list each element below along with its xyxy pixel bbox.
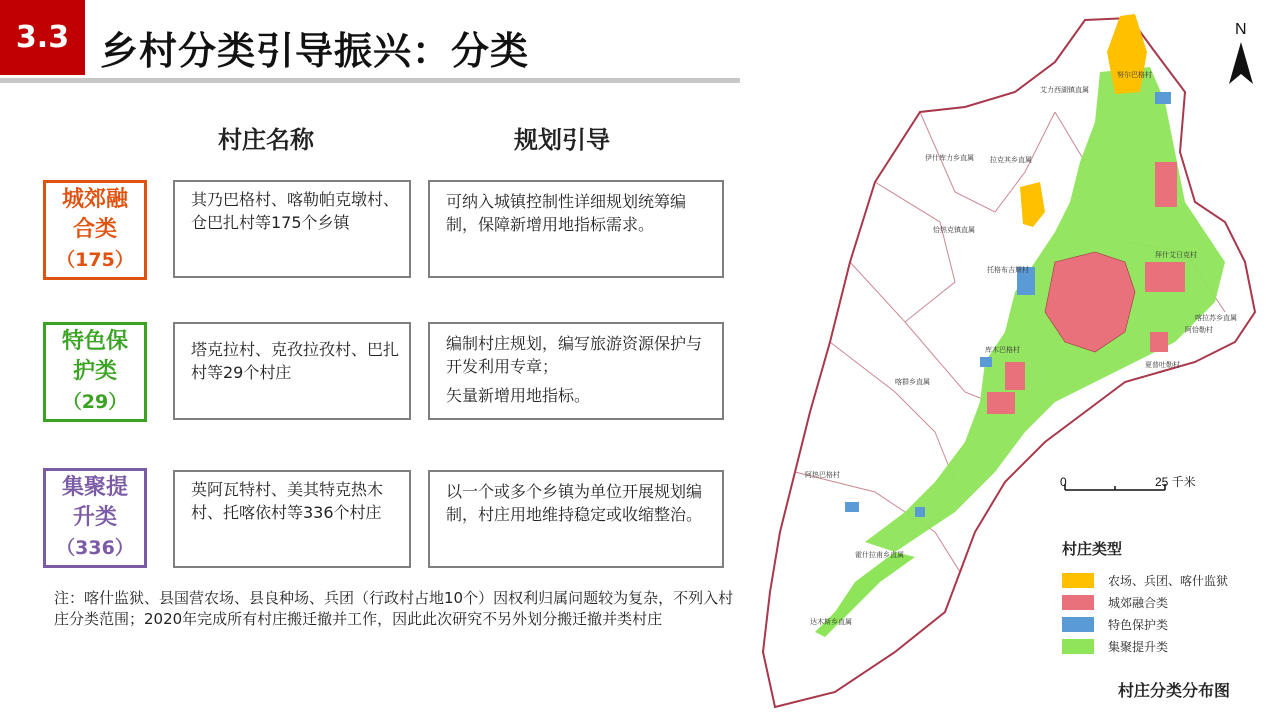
scale-label-distance: 25 千米 xyxy=(1155,475,1196,489)
protection-spot xyxy=(980,357,992,367)
legend-item-agglomeration xyxy=(1062,635,1228,657)
suburban-cluster xyxy=(1005,362,1025,390)
title-underline xyxy=(0,78,740,83)
legend-item-farm xyxy=(1062,569,1228,591)
column-header-planning-guidance: 规划引导 xyxy=(514,126,610,154)
guidance-protection xyxy=(428,322,724,420)
place-label: 恰热克镇直属 xyxy=(933,226,975,234)
place-label: 阿热巴格村 xyxy=(805,471,840,479)
category-suburban-integration xyxy=(43,180,147,280)
guidance-suburban xyxy=(428,180,724,278)
protection-spot xyxy=(1155,92,1171,104)
place-label: 夏普吐勒村 xyxy=(1145,361,1180,369)
suburban-cluster xyxy=(1150,332,1168,352)
place-label: 拜什艾日克村 xyxy=(1155,251,1197,259)
place-label: 阿恰勒村 xyxy=(1185,326,1213,334)
suburban-cluster xyxy=(1145,262,1185,292)
village-names-agglomeration: 英阿瓦特村、美其特克热木村、托喀依村等336个村庄 xyxy=(173,470,411,568)
place-label: 霍什拉甫乡直属 xyxy=(855,551,904,559)
north-arrow-icon xyxy=(1229,42,1253,84)
legend-label: 特色保护类 xyxy=(1108,617,1169,632)
guidance-agglomeration xyxy=(428,470,724,568)
protection-spot xyxy=(915,507,925,517)
place-label: 托格布吉斯村 xyxy=(987,266,1029,274)
footnote: 注：喀什监狱、县国营农场、县良种场、兵团（行政村占地10个）因权利归属问题较为复杂，不列入村庄分类范围；2020年完成所有村庄搬迁撤并工作，因此此次研究不另外划分搬迁撤并类村庄 xyxy=(54,589,734,628)
place-label: 伊什库力乡直属 xyxy=(925,154,974,162)
legend-title: 村庄类型 xyxy=(1062,540,1123,558)
place-label: 艾力西湖镇直属 xyxy=(1040,86,1089,94)
scale-bar xyxy=(1065,484,1165,490)
legend-label: 农场、兵团、喀什监狱 xyxy=(1108,573,1229,588)
place-label: 达木斯乡直属 xyxy=(810,618,852,626)
scale-label-zero: 0 xyxy=(1060,475,1067,489)
column-header-village-name: 村庄名称 xyxy=(218,126,314,154)
place-label: 库木巴格村 xyxy=(985,346,1020,354)
category-agglomeration-upgrade xyxy=(43,468,147,568)
page-title: 乡村分类引导振兴：分类 xyxy=(100,29,530,73)
place-label: 喀拉苏乡直属 xyxy=(1195,314,1237,322)
guidance-line: 可纳入城镇控制性详细规划统筹编制，保障新增用地指标需求。 xyxy=(446,192,687,234)
legend-item-suburban xyxy=(1062,591,1228,613)
suburban-cluster xyxy=(987,392,1015,414)
guidance-line: 矢量新增用地指标。 xyxy=(446,386,591,405)
suburban-cluster xyxy=(1155,162,1177,207)
place-label: 努尔巴格村 xyxy=(1117,71,1152,79)
category-count: （175） xyxy=(56,249,134,271)
legend-label: 集聚提升类 xyxy=(1108,639,1169,654)
guidance-line: 编制村庄规划，编写旅游资源保护与开发利用专章； xyxy=(446,334,703,376)
legend-item-protection xyxy=(1062,613,1228,635)
legend-label: 城郊融合类 xyxy=(1108,595,1169,610)
category-name: 特色保护类 xyxy=(61,329,128,384)
legend-swatch xyxy=(1062,573,1094,588)
place-label: 拉克其乡直属 xyxy=(990,156,1032,164)
category-count: （29） xyxy=(62,391,128,413)
map-legend xyxy=(1062,538,1228,657)
legend-swatch xyxy=(1062,617,1094,632)
guidance-line: 以一个或多个乡镇为单位开展规划编制，村庄用地维持稳定或收缩整治。 xyxy=(446,482,703,524)
category-characteristic-protection xyxy=(43,322,147,422)
place-label: 喀群乡直属 xyxy=(895,378,930,386)
village-names-protection: 塔克拉村、克孜拉孜村、巴扎村等29个村庄 xyxy=(173,322,411,420)
category-count: （336） xyxy=(56,537,134,559)
protection-spot xyxy=(845,502,859,512)
village-names-suburban: 其乃巴格村、喀勒帕克墩村、仓巴扎村等175个乡镇 xyxy=(173,180,411,278)
map-caption: 村庄分类分布图 xyxy=(1118,681,1231,700)
north-label: N xyxy=(1235,21,1247,38)
section-number-badge: 3.3 xyxy=(0,0,85,75)
legend-swatch xyxy=(1062,595,1094,610)
category-name: 城郊融合类 xyxy=(61,187,128,242)
legend-swatch xyxy=(1062,639,1094,654)
category-name: 集聚提升类 xyxy=(61,475,128,530)
